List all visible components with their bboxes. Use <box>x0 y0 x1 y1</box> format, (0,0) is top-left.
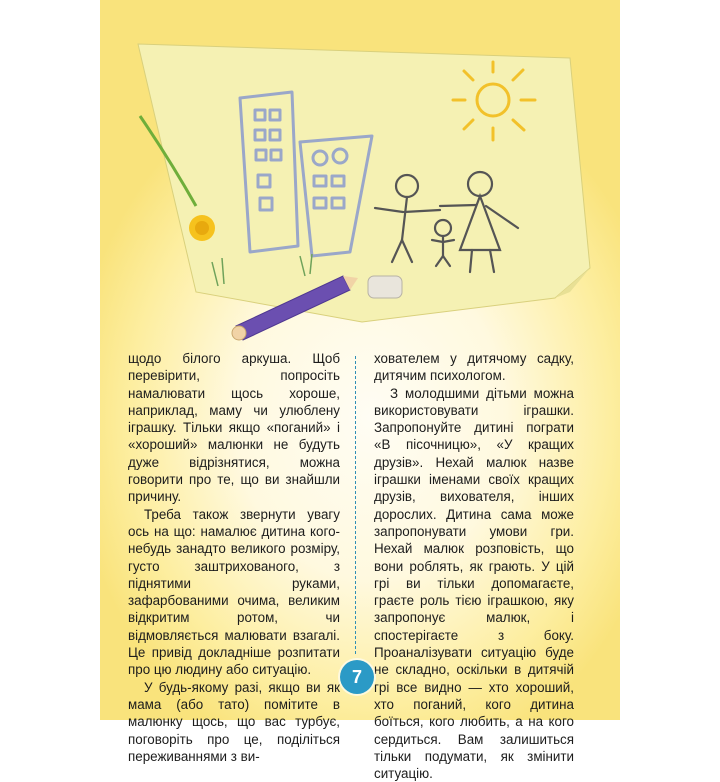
text-column-right <box>374 350 574 782</box>
eraser-icon <box>368 276 402 298</box>
child-drawing-illustration <box>100 0 620 360</box>
book-page <box>100 0 620 782</box>
paragraph: У будь-якому разі, якщо ви як мама (або тато) помітите в малюнку щось, що вас турбує, поговоріть про це, поділіться переживаннями з ви- <box>128 679 340 764</box>
paragraph: З молодшими дітьми можна використовувати іграшки. Запропонуйте дитині пограти «В пісочницю», «У кращих друзів». Нехай малюк назве іграшки іменами своїх кращих друзів, вихователя, інших дорослих. Дитина сама може запропонувати умови гри. Нехай малюк розповість, що вони роблять, як грають. У цій грі ви тільки допомагаєте, граєте роль тією іграшкою, яку запропонує малюк, і спостерігаєте з боку. Проаналізувати ситуацію буде не складно, оскільки в дитячій грі все видно — хто хороший, хто поганий, кого дитина боїться, кого любить, а на кого сердиться. Вам залишиться тільки подумати, як змінити ситуацію. <box>374 385 574 782</box>
text-column-left <box>128 350 340 765</box>
paragraph: хователем у дитячому садку, дитячим психологом. <box>374 351 574 384</box>
paragraph: щодо білого аркуша. Щоб перевірити, попросіть намалювати щось хороше, наприклад, маму чи улюблену іграшку. Тільки якщо «поганий» і «хороший» малюнки не будуть дуже відрізнятися, можна говорити про те, що ви знайшли причину. <box>128 351 340 505</box>
page-number-badge: 7 <box>340 660 374 694</box>
column-divider <box>355 356 356 654</box>
paragraph: Треба також звернути увагу ось на що: намалює дитина кого-небудь занадто великого розміру, густо заштрихованого, з піднятими руками, зафарбованими очима, великим відкритим ротом, чи відмовляється малювати взагалі. Це привід докладніше розпитати про цю людину або ситуацію. <box>128 506 340 678</box>
